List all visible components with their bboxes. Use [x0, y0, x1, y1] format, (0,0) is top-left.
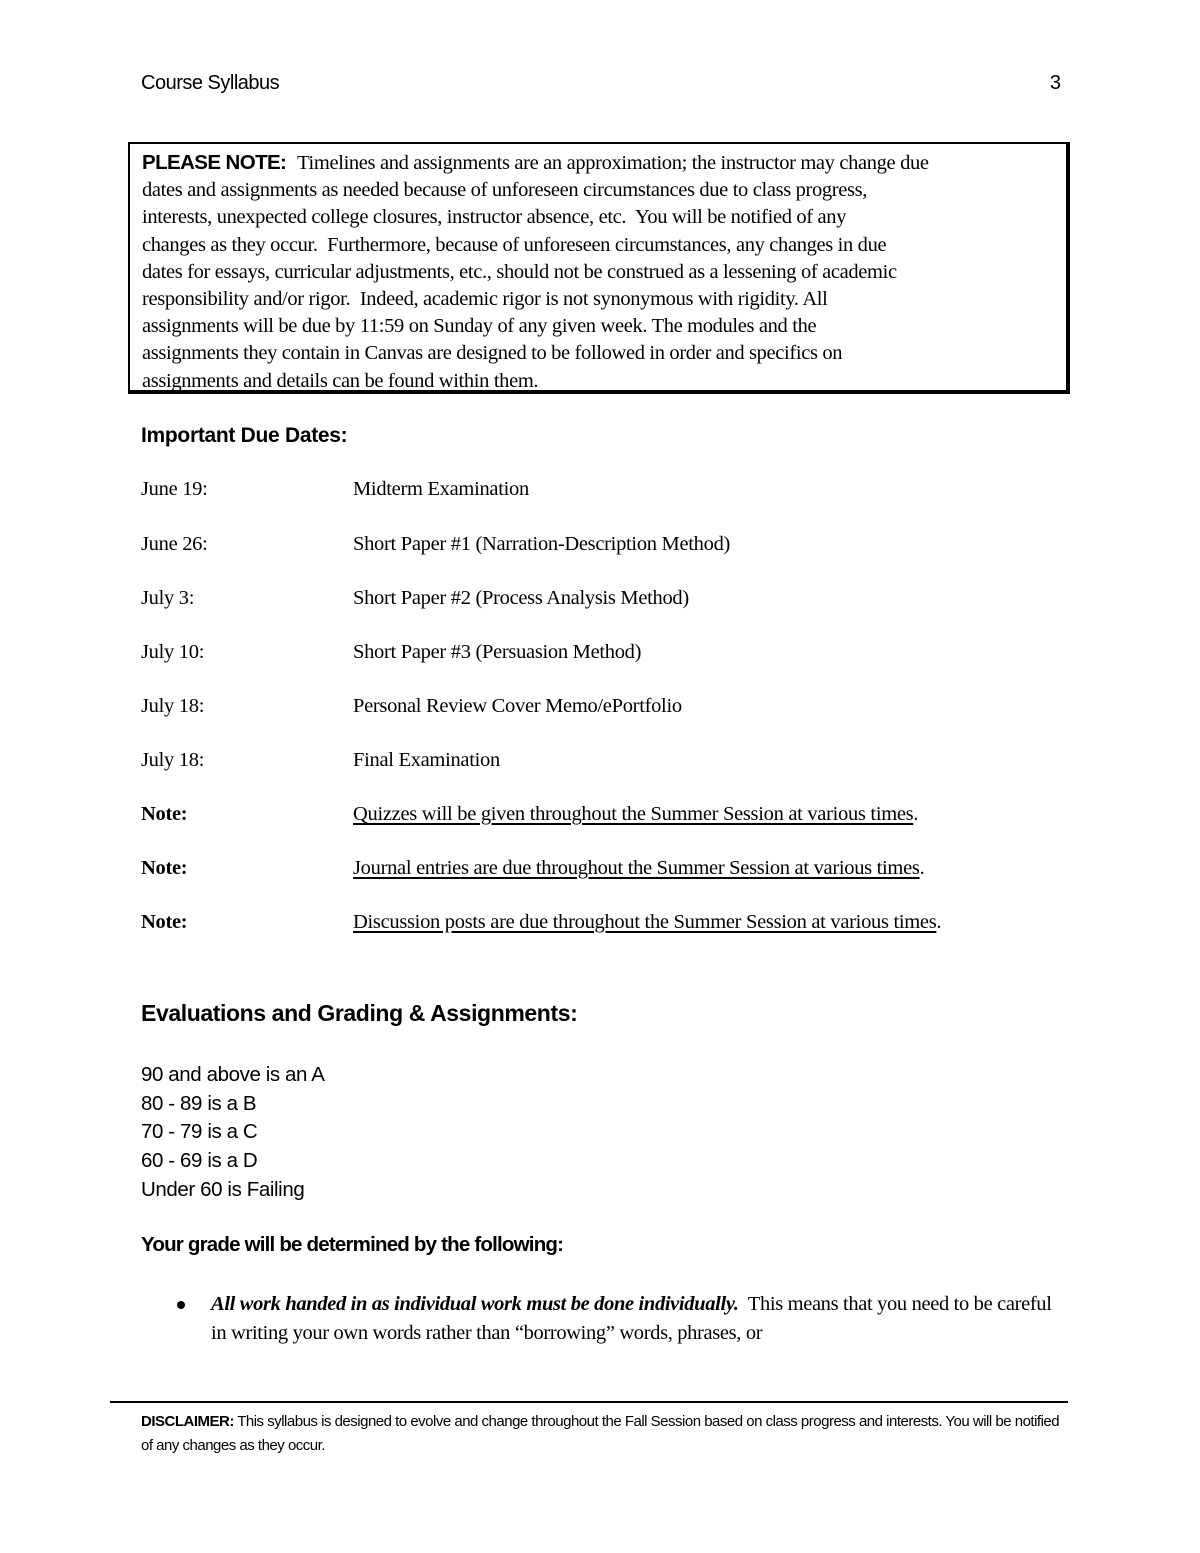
note-row [141, 857, 1081, 887]
bullet-emphasis: All work handed in as individual work must be done individually. [211, 1293, 739, 1315]
note-line: responsibility and/or rigor. Indeed, academic rigor is not synonymous with rigidity. All [142, 288, 828, 311]
due-date-row [141, 533, 1081, 563]
note-line: interests, unexpected college closures, instructor absence, etc. You will be notified of any [142, 206, 847, 229]
due-item: Personal Review Cover Memo/ePortfolio [353, 695, 682, 717]
due-date: July 18: [141, 695, 205, 717]
list-item [141, 1290, 1071, 1348]
note-line: assignments and details can be found within them. [142, 369, 539, 392]
note-line: assignments they contain in Canvas are designed to be followed in order and specifics on [142, 342, 843, 365]
note-text [353, 911, 941, 934]
grade-scale-item: 60 - 69 is a D [141, 1149, 258, 1173]
note-text [353, 857, 924, 880]
due-item: Short Paper #2 (Process Analysis Method) [353, 587, 689, 609]
header-title: Course Syllabus [141, 72, 280, 94]
note-row [141, 803, 1081, 833]
due-item: Short Paper #3 (Persuasion Method) [353, 641, 642, 663]
please-note-label: PLEASE NOTE: [142, 151, 287, 174]
page-header [141, 72, 1061, 100]
please-note-text [142, 149, 1057, 395]
due-item: Short Paper #1 (Narration-Description Method) [353, 533, 731, 555]
due-date-row [141, 641, 1081, 671]
note-line: assignments will be due by 11:59 on Sunday of any given week. The modules and the [142, 315, 817, 338]
due-date: July 3: [141, 587, 195, 609]
grade-scale-item: Under 60 is Failing [141, 1177, 305, 1201]
page-number: 3 [1049, 72, 1061, 94]
please-note-box [128, 142, 1070, 394]
bullet-icon [177, 1301, 185, 1309]
grading-scale [141, 1061, 325, 1205]
note-text [353, 803, 918, 826]
note-period: . [919, 857, 925, 879]
note-period: . [913, 803, 919, 825]
due-dates-heading: Important Due Dates: [141, 424, 348, 447]
footer-disclaimer [141, 1410, 1071, 1457]
note-line: dates and assignments as needed because of unforeseen circumstances due to class progress, [142, 179, 868, 202]
grade-scale-item: 70 - 79 is a C [141, 1120, 258, 1144]
note-label: Note: [141, 803, 188, 825]
note-row [141, 911, 1081, 941]
grade-determination-heading: Your grade will be determined by the following: [141, 1233, 564, 1256]
grade-scale-item: 90 and above is an A [141, 1063, 325, 1086]
due-date-row [141, 749, 1081, 779]
note-underlined-text: Journal entries are due throughout the Summer Session at various times [353, 857, 920, 879]
note-line: dates for essays, curricular adjustments, etc., should not be construed as a lessening of academic [142, 260, 897, 283]
note-label: Note: [141, 857, 188, 879]
footer-divider [110, 1401, 1068, 1403]
due-item: Final Examination [353, 749, 500, 771]
note-label: Note: [141, 911, 188, 933]
grade-scale-item: 80 - 89 is a B [141, 1091, 257, 1115]
due-date: June 26: [141, 533, 208, 555]
due-date: July 10: [141, 641, 205, 663]
note-underlined-text: Quizzes will be given throughout the Summer Session at various times [353, 803, 914, 825]
note-line: Timelines and assignments are an approximation; the instructor may change due [297, 152, 929, 174]
grade-criteria-list [141, 1290, 1071, 1348]
bullet-text: This means that you need to be careful in writing your own words rather than “borrowing” words, phrases, or [211, 1293, 1057, 1344]
note-underlined-text: Discussion posts are due throughout the Summer Session at various times [353, 911, 937, 933]
evaluation-heading: Evaluations and Grading & Assignments: [141, 1000, 578, 1026]
due-date: June 19: [141, 478, 208, 500]
disclaimer-label: DISCLAIMER: [141, 1413, 234, 1430]
note-period: . [936, 911, 942, 933]
due-date-row [141, 695, 1081, 725]
due-date-row [141, 478, 1081, 508]
due-item: Midterm Examination [353, 478, 529, 500]
note-line: changes as they occur. Furthermore, because of unforeseen circumstances, any changes in due [142, 233, 887, 256]
due-date-row [141, 587, 1081, 617]
due-date: July 18: [141, 749, 205, 771]
disclaimer-text: This syllabus is designed to evolve and change throughout the Fall Session based on class progress and interests. You will be notified of any changes as they occur. [141, 1413, 1060, 1454]
